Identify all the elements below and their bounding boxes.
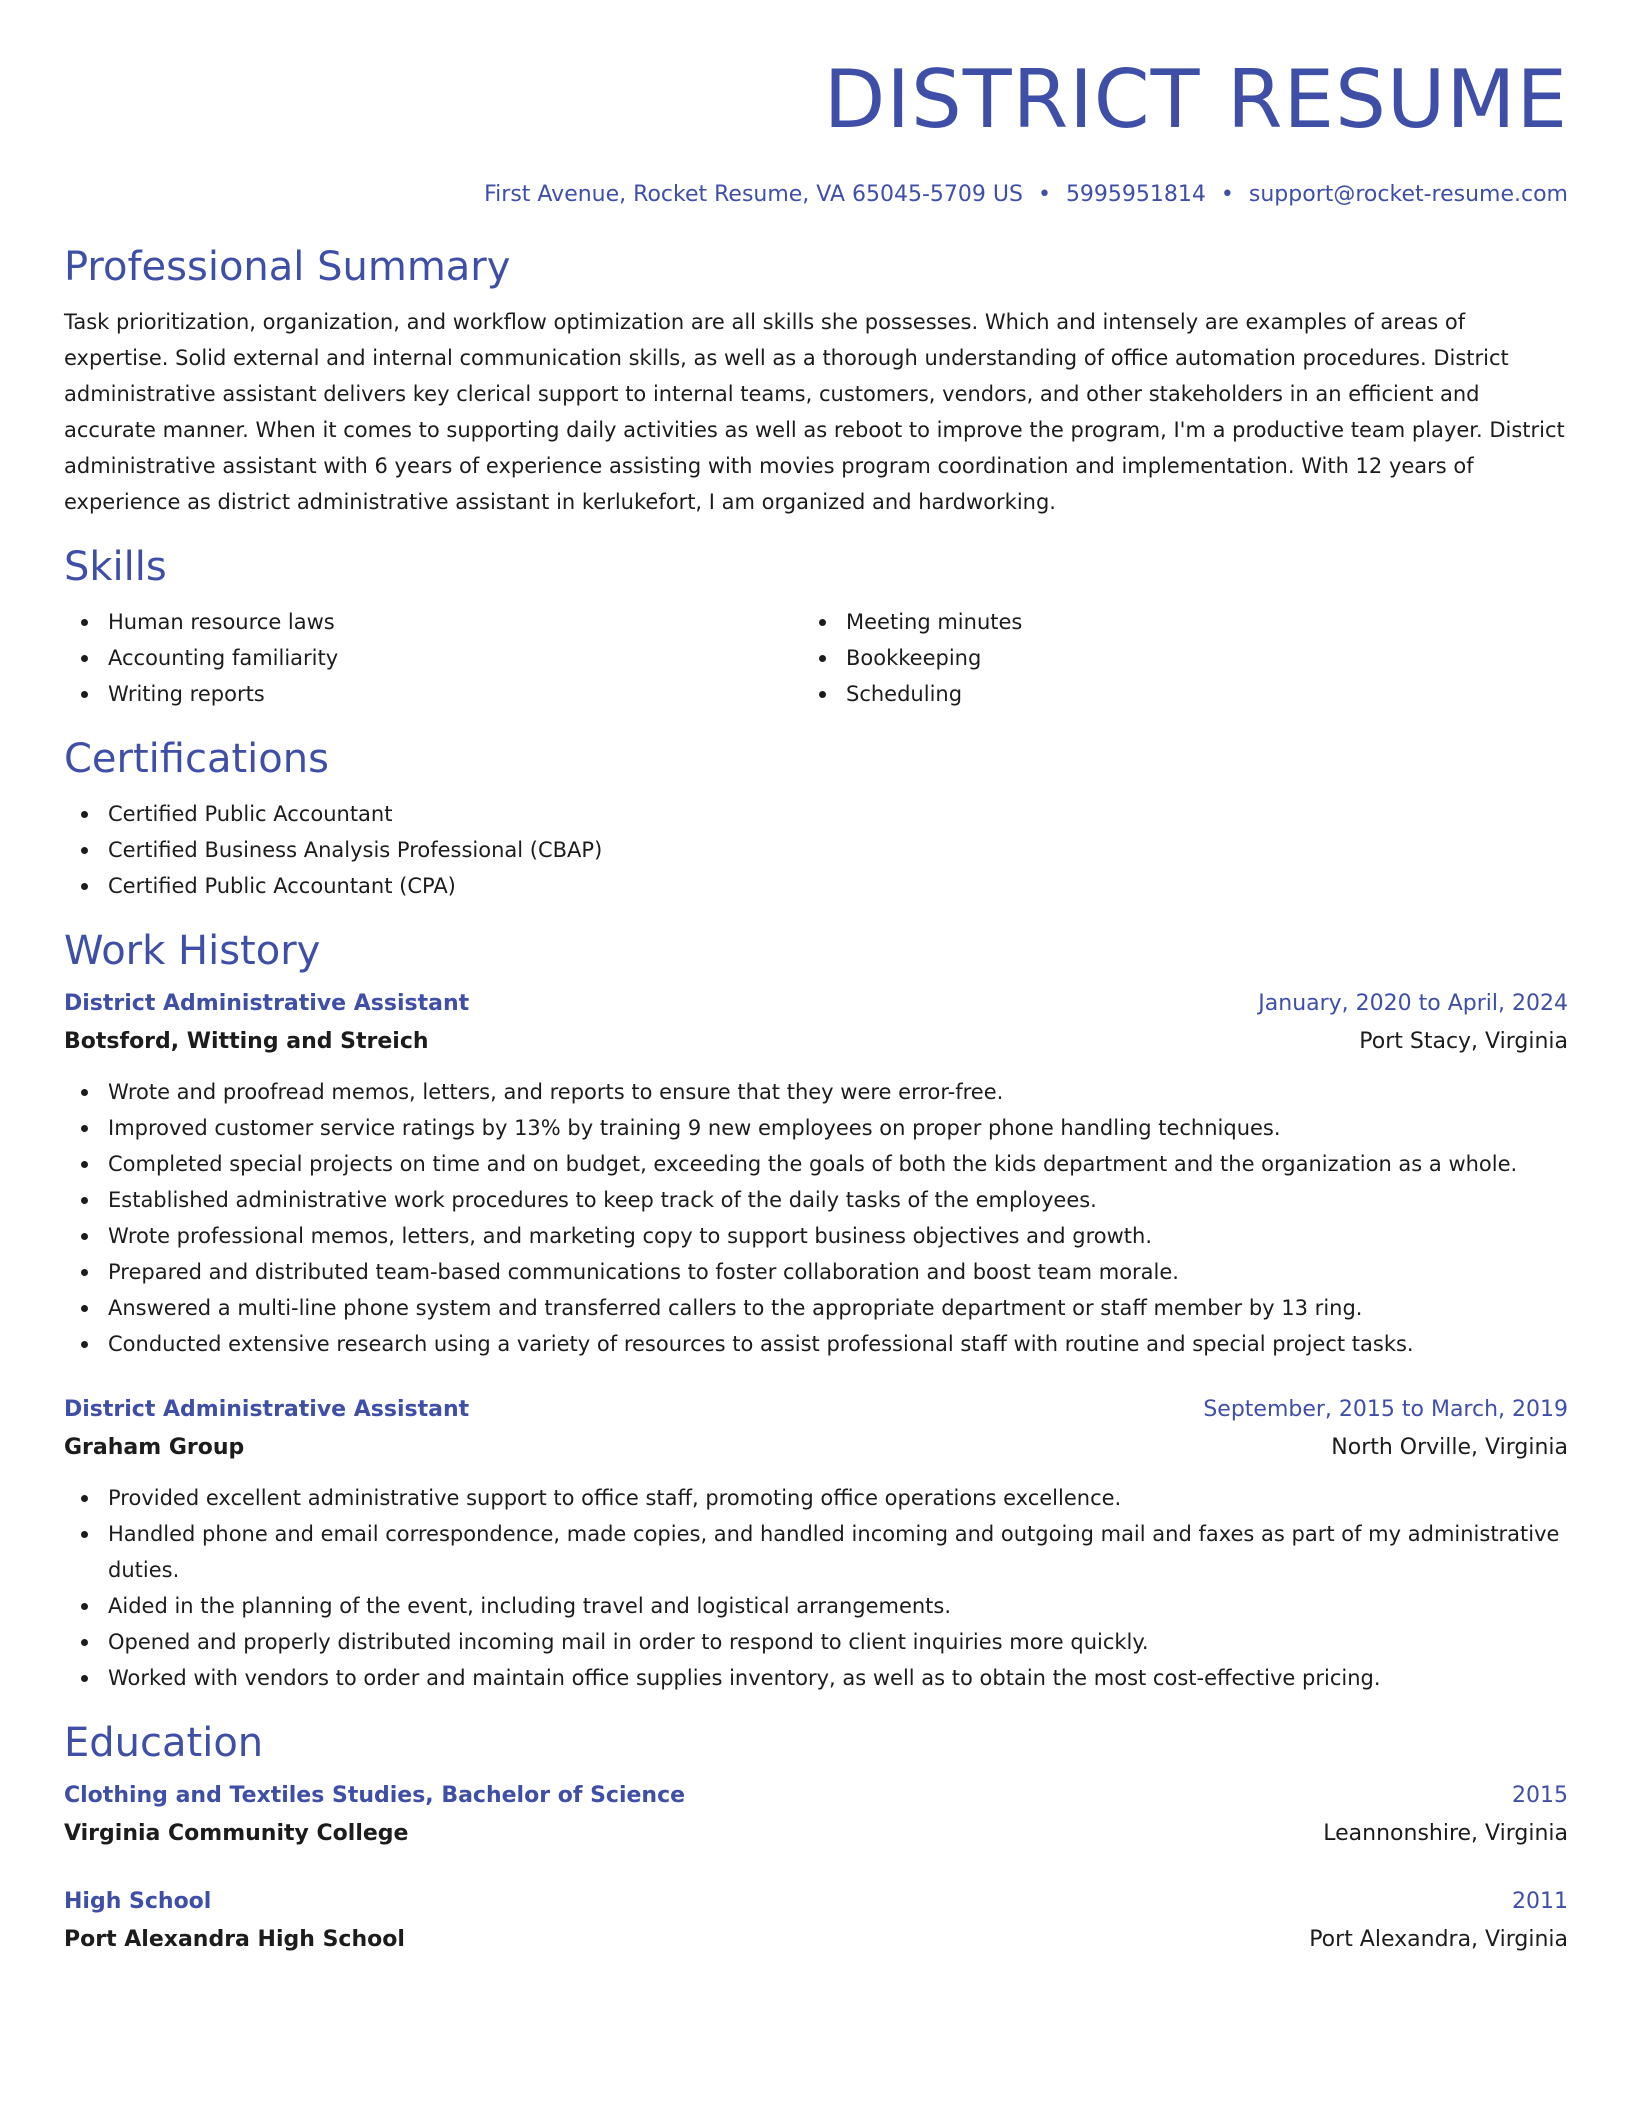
education-location: Leannonshire, Virginia [1323,1821,1568,1846]
job-title: District Administrative Assistant [64,1397,470,1422]
contact-phone: 5995951814 [1065,182,1206,207]
job-header-row [64,1392,1568,1428]
job-duty-item: Improved customer service ratings by 13% by training 9 new employees on proper phone handling techniques. [64,1110,1568,1146]
certification-item: Certified Public Accountant [64,796,1568,832]
skills-grid [64,604,1568,712]
section-title-summary: Professional Summary [64,244,511,290]
job-duty-item: Answered a multi-line phone system and transferred callers to the appropriate department or staff member by 13 ring. [64,1290,1568,1326]
job-employer-row [64,1022,1568,1062]
job-location: North Orville, Virginia [1331,1435,1568,1460]
skill-item: Scheduling [802,676,1540,712]
job-duty-item: Opened and properly distributed incoming mail in order to respond to client inquiries more quickly. [64,1624,1568,1660]
skill-item: Bookkeeping [802,640,1540,676]
resume-name: DISTRICT RESUME [823,53,1568,146]
skills-column-left [64,604,802,712]
education-header-row [64,1778,1568,1814]
job-duties-list [64,1480,1568,1696]
job-duty-item: Established administrative work procedures to keep track of the daily tasks of the employees. [64,1182,1568,1218]
section-title-skills: Skills [64,544,167,590]
education-entry [64,1884,1568,1960]
section-title-education: Education [64,1720,264,1766]
certification-item: Certified Business Analysis Professional (CBAP) [64,832,1568,868]
job-duty-item: Aided in the planning of the event, including travel and logistical arrangements. [64,1588,1568,1624]
job-duties-list [64,1074,1568,1362]
certifications-list [64,796,1568,904]
skill-item: Meeting minutes [802,604,1540,640]
skill-item: Writing reports [64,676,802,712]
section-title-work-history: Work History [64,928,321,974]
skills-column-right [802,604,1540,712]
contact-line [64,180,1568,210]
job-duty-item: Prepared and distributed team-based communications to foster collaboration and boost team morale. [64,1254,1568,1290]
education-location: Port Alexandra, Virginia [1309,1927,1568,1952]
education-school: Virginia Community College [64,1821,409,1846]
section-title-certifications: Certifications [64,736,329,782]
education-school-row [64,1814,1568,1854]
job-title: District Administrative Assistant [64,991,470,1016]
skill-item: Accounting familiarity [64,640,802,676]
contact-separator: • [1220,182,1234,207]
job-duty-item: Handled phone and email correspondence, made copies, and handled incoming and outgoing mail and faxes as part of my administrative duties. [64,1516,1568,1588]
education-degree: High School [64,1889,212,1914]
job-duty-item: Conducted extensive research using a variety of resources to assist professional staff with routine and special project tasks. [64,1326,1568,1362]
job-employer: Botsford, Witting and Streich [64,1029,429,1054]
job-dates: January, 2020 to April, 2024 [1258,991,1568,1016]
education-school-row [64,1920,1568,1960]
education-header-row [64,1884,1568,1920]
education-school: Port Alexandra High School [64,1927,405,1952]
education-year: 2011 [1512,1889,1568,1914]
education-entry [64,1778,1568,1854]
job-duty-item: Provided excellent administrative support to office staff, promoting office operations excellence. [64,1480,1568,1516]
job-duty-item: Wrote and proofread memos, letters, and reports to ensure that they were error-free. [64,1074,1568,1110]
contact-email[interactable]: support@rocket-resume.com [1248,182,1568,207]
job-duty-item: Completed special projects on time and on budget, exceeding the goals of both the kids department and the organization as a whole. [64,1146,1568,1182]
job-duty-item: Wrote professional memos, letters, and marketing copy to support business objectives and growth. [64,1218,1568,1254]
certification-item: Certified Public Accountant (CPA) [64,868,1568,904]
job-employer: Graham Group [64,1435,245,1460]
contact-address: First Avenue, Rocket Resume, VA 65045-5709 US [484,182,1023,207]
job-entry [64,986,1568,1362]
skill-item: Human resource laws [64,604,802,640]
job-entry [64,1392,1568,1696]
education-degree: Clothing and Textiles Studies, Bachelor of Science [64,1783,686,1808]
job-header-row [64,986,1568,1022]
job-location: Port Stacy, Virginia [1359,1029,1568,1054]
summary-text: Task prioritization, organization, and workflow optimization are all skills she possesses. Which and intensely are examples of areas of expertise. Solid external and internal communication skills, as well as a thorough understanding of office automation procedures. District administrative assistant delivers key clerical support to internal teams, customers, vendors, and other stakeholders in an efficient and accurate manner. When it comes to supporting daily activities as well as reboot to improve the program, I'm a productive team player. District administrative assistant with 6 years of experience assisting with movies program coordination and implementation. With 12 years of experience as district administrative assistant in kerlukefort, I am organized and hardworking. [64,310,1565,514]
job-dates: September, 2015 to March, 2019 [1203,1397,1568,1422]
job-employer-row [64,1428,1568,1468]
contact-separator: • [1037,182,1051,207]
education-year: 2015 [1512,1783,1568,1808]
job-duty-item: Worked with vendors to order and maintain office supplies inventory, as well as to obtain the most cost-effective pricing. [64,1660,1568,1696]
